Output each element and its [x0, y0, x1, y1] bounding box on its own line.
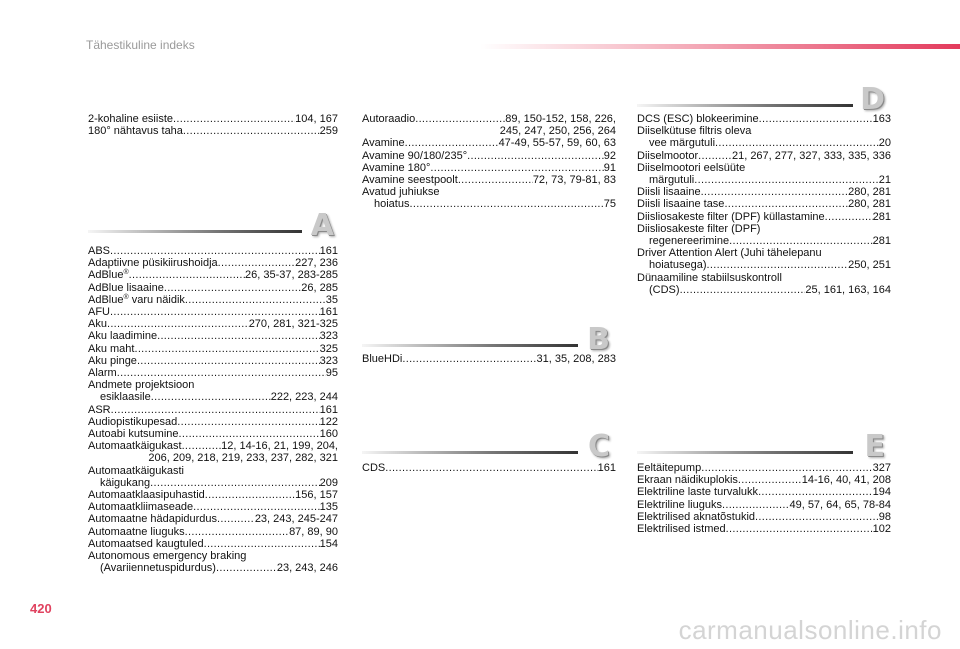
section-letter: A [310, 208, 334, 243]
index-entry [637, 211, 891, 223]
index-entry-pages: 160 [319, 428, 338, 441]
leader-dots [758, 486, 873, 498]
section-letter: C [587, 429, 610, 464]
index-entry-term: Andmete projektsioon [88, 379, 195, 392]
page-number: 420 [30, 601, 52, 616]
index-entry-term [88, 440, 182, 452]
index-entry-term-text: Avamine 180° [362, 161, 431, 174]
leader-dots [402, 353, 536, 365]
leader-dots [715, 137, 879, 149]
header-accent-bar [480, 44, 960, 49]
index-entry-pages: 21 [878, 174, 891, 187]
leader-dots [726, 523, 873, 535]
index-entry-term [637, 198, 724, 210]
leader-dots [204, 538, 320, 550]
index-entry-term-text: märgutuli [649, 174, 695, 187]
index-entry-term-text: Automaatne hädapidurdus [88, 513, 218, 526]
index-entry-term-text: ABS [88, 245, 111, 257]
index-entry-term [637, 523, 726, 535]
index-list-c [362, 462, 616, 474]
leader-dots [177, 416, 319, 428]
index-entry-term: Driver Attention Alert (Juhi tähelepanu [637, 247, 822, 260]
index-entry-continuation: 245, 247, 250, 256, 264 [499, 125, 616, 138]
index-entry [88, 125, 338, 137]
index-entry-term [88, 343, 134, 355]
leader-dots [701, 186, 849, 198]
index-entry-term-text: Elektriline laste turvalukk [637, 486, 759, 499]
index-entry-term [637, 462, 701, 474]
index-entry-term-text: Aku [88, 318, 107, 331]
index-entry-term-text: Elektrilised aknatõstukid [637, 510, 756, 523]
index-entry-term [88, 113, 173, 125]
index-entry [88, 269, 338, 281]
index-entry-term-text: AFU [88, 306, 110, 319]
leader-dots [680, 284, 806, 296]
index-entry-term [88, 501, 193, 513]
index-entry-term [637, 211, 825, 223]
index-entry-pages: 161 [597, 462, 616, 474]
index-entry-term-text: Avamine [362, 137, 405, 150]
index-entry [362, 353, 616, 365]
index-entry [88, 113, 338, 125]
leader-dots [701, 462, 872, 474]
index-entry-term [88, 245, 110, 257]
index-entry-pages: 163 [872, 113, 891, 125]
index-entry-term-text: Avamine 90/180/235° [362, 149, 468, 162]
index-entry [88, 513, 338, 525]
index-entry-pages: 154 [319, 537, 338, 550]
leader-dots [759, 113, 873, 125]
leader-dots [216, 562, 277, 574]
leader-dots [405, 137, 499, 149]
index-entry [88, 428, 338, 440]
index-entry-pages: 325 [319, 342, 338, 355]
index-entry [88, 391, 338, 403]
section-divider-line [637, 451, 853, 454]
leader-dots [729, 235, 873, 247]
index-entry-pages: 35 [325, 293, 338, 306]
index-entry [637, 150, 891, 162]
index-entry-term-text: Elektriline liuguks [637, 498, 722, 511]
index-entry-pages: 122 [319, 415, 338, 428]
index-entry-term-text: vee märgutuli [649, 137, 716, 150]
index-entry-term [100, 562, 216, 574]
index-entry [637, 284, 891, 296]
index-entry-term [649, 259, 707, 271]
leader-dots [707, 259, 849, 271]
index-entry-term: Diisliosakeste filter (DPF) [637, 222, 761, 235]
index-entry-pages: 194 [872, 486, 891, 499]
index-entry-term-text: DCS (ESC) blokeerimine [637, 113, 759, 125]
index-entry-pages: 98 [878, 510, 891, 523]
index-entry-term-text: Automaatkäigukast [88, 440, 182, 453]
index-entry-term [637, 486, 758, 498]
index-entry-term-text: Aku laadimine [88, 330, 158, 343]
leader-dots [137, 355, 320, 367]
index-entry-term [88, 282, 164, 294]
index-list-a-col2 [362, 113, 616, 211]
index-entry [362, 150, 616, 162]
leader-dots [722, 499, 789, 511]
index-entry-term-text: Elektrilised istmed [637, 523, 726, 536]
index-entry-term-text: Eeltäitepump [637, 462, 702, 474]
index-entry [88, 343, 338, 355]
index-entry-term [637, 474, 738, 486]
index-entry-term [637, 511, 755, 523]
index-entry [637, 511, 891, 523]
index-entry-pages: 25, 161, 163, 164 [805, 283, 891, 296]
index-entry [88, 306, 338, 318]
index-entry-term [88, 306, 110, 318]
registered-mark: ® [123, 293, 129, 301]
leader-dots [173, 113, 295, 125]
index-entry-pages: 156, 157 [295, 489, 338, 502]
index-entry-term-text: käigukang [100, 476, 151, 489]
index-entry-term [362, 113, 415, 125]
index-entry [88, 562, 338, 574]
index-entry [88, 416, 338, 428]
index-entry-pages: 270, 281, 321-325 [248, 318, 338, 331]
index-entry-term-text: Diisli lisaaine tase [637, 198, 725, 211]
index-entry-pages: 14-16, 40, 41, 208 [801, 474, 891, 487]
index-entry-pages: 23, 243, 245-247 [254, 513, 338, 526]
index-entry-term: Diiselkütuse filtris oleva [637, 125, 752, 138]
index-entry-pages: 280, 281 [848, 186, 891, 199]
index-entry-term [88, 416, 177, 428]
index-entry [88, 245, 338, 257]
index-entry-term [362, 137, 405, 149]
index-entry-pages: 222, 223, 244 [270, 391, 338, 404]
index-entry-pages: 72, 73, 79-81, 83 [532, 174, 616, 187]
index-entry-term: Autonomous emergency braking [88, 550, 247, 563]
index-entry-term [362, 174, 458, 186]
index-entry-term-text: AdBlue [88, 269, 124, 282]
index-entry-pages: 92 [603, 149, 616, 162]
section-divider-line [362, 344, 578, 347]
index-entry [362, 162, 616, 174]
leader-dots [185, 526, 289, 538]
index-entry [88, 404, 338, 416]
index-entry-term [362, 353, 402, 365]
index-entry-pages: 23, 243, 246 [276, 562, 338, 575]
index-entry-term-text: 2-kohaline esiiste [88, 113, 173, 125]
index-entry [88, 526, 338, 538]
index-entry-continuation: 206, 209, 218, 219, 233, 237, 282, 321 [148, 452, 338, 465]
index-entry-term [649, 137, 715, 149]
leader-dots [724, 198, 848, 210]
index-entry-term [100, 477, 150, 489]
index-entry-pages: 31, 35, 208, 283 [536, 353, 616, 365]
index-entry-term [88, 318, 107, 330]
index-entry [637, 523, 891, 535]
index-entry-term-text: ASR [88, 403, 111, 416]
index-entry-term [88, 367, 117, 379]
index-entry-term [374, 198, 409, 210]
index-list-e [637, 462, 891, 535]
section-divider-line [362, 451, 578, 454]
index-entry-pages: 323 [319, 354, 338, 367]
leader-dots [409, 198, 603, 210]
index-entry [88, 330, 338, 342]
index-list-d [637, 113, 891, 296]
index-list-a-col1 [88, 245, 338, 574]
leader-dots [217, 513, 255, 525]
index-entry-pages: 161 [319, 306, 338, 319]
index-entry-pages: 281 [872, 210, 891, 223]
index-entry-term-text: Autoraadio [362, 113, 416, 125]
index-entry-term [637, 113, 759, 125]
leader-dots [157, 330, 320, 342]
index-entry-pages: 104, 167 [295, 113, 338, 125]
index-entry [362, 113, 616, 125]
index-entry [637, 474, 891, 486]
index-entry [637, 174, 891, 186]
index-entry [88, 367, 338, 379]
index-entry-pages: 280, 281 [848, 198, 891, 211]
index-entry [362, 174, 616, 186]
leader-dots [755, 511, 879, 523]
section-letter: D [860, 82, 885, 117]
index-entry-pages: 89, 150-152, 158, 226, [505, 113, 616, 125]
index-entry-term-text: Automaatkliimaseade [88, 501, 194, 514]
index-entry-pages: 323 [319, 330, 338, 343]
index-entry-pages: 250, 251 [848, 259, 891, 272]
index-entry-term-text: Automaatne liuguks [88, 525, 185, 538]
index-entry-pages: 47-49, 55-57, 59, 60, 63 [498, 137, 616, 150]
index-entry-term: Diiselmootori eelsüüte [637, 161, 746, 174]
leader-dots [164, 282, 301, 294]
index-entry-pages: 259 [319, 125, 338, 138]
index-entry [88, 282, 338, 294]
index-entry-term-text: Avamine seestpoolt [362, 174, 458, 187]
index-entry-term [88, 489, 205, 501]
index-entry-pages: 327 [872, 462, 891, 474]
index-entry-pages: 102 [872, 523, 891, 536]
index-entry [88, 355, 338, 367]
index-entry-term-text: hoiatusega) [649, 259, 707, 272]
index-entry-pages: 91 [603, 161, 616, 174]
leader-dots [218, 257, 296, 269]
index-entry-pages: 49, 57, 64, 65, 78-84 [789, 498, 891, 511]
index-entry-pages: 75 [603, 198, 616, 211]
index-entry-pages: 161 [319, 245, 338, 257]
index-entry [88, 294, 338, 306]
index-entry-term-text: Automaatsed kaugtuled [88, 537, 204, 550]
index-entry-term-text: Aku pinge [88, 354, 137, 367]
index-entry-term [88, 513, 217, 525]
leader-dots [694, 174, 879, 186]
index-entry-term [362, 462, 385, 474]
index-entry-term-text: Alarm [88, 367, 117, 380]
index-entry-term-text: Diisli lisaaine [637, 186, 701, 199]
index-entry-term [88, 257, 218, 269]
index-entry-term-text: AdBlue [88, 293, 124, 306]
index-entry [88, 477, 338, 489]
index-entry-term-suffix: varu näidik [128, 293, 185, 306]
index-entry-term-text: Adaptiivne püsikiirushoidja [88, 257, 218, 270]
registered-mark: ® [123, 269, 129, 277]
index-entry [637, 462, 891, 474]
index-entry [88, 440, 338, 452]
index-entry [88, 489, 338, 501]
index-entry-term-text: CDS [362, 462, 386, 474]
index-entry-term [88, 404, 111, 416]
leader-dots [205, 489, 295, 501]
leader-dots [467, 150, 604, 162]
index-entry-pages: 26, 35-37, 283-285 [245, 269, 338, 282]
index-entry-pages: 20 [878, 137, 891, 150]
index-entry-term [362, 150, 467, 162]
leader-dots [179, 428, 320, 440]
leader-dots [110, 306, 320, 318]
index-entry-term-text: Autoabi kutsumine [88, 428, 179, 441]
index-entry-term: Avatud juhiukse [362, 186, 440, 199]
index-entry-term-text: Automaatklaasipuhastid [88, 489, 205, 502]
leader-dots [430, 162, 603, 174]
leader-dots [698, 150, 732, 162]
index-entry-term [88, 125, 183, 137]
index-entry-pages: 135 [319, 501, 338, 514]
leader-dots [415, 113, 505, 125]
index-entry-pages: 95 [325, 367, 338, 380]
index-entry-term-text: (Avariiennetuspidurdus) [100, 562, 216, 575]
index-entry-term-text: esiklaasile [100, 391, 151, 404]
index-entry-term-text: Audiopistikupesad [88, 415, 178, 428]
leader-dots [117, 367, 326, 379]
index-entry-term [637, 150, 698, 162]
index-entry-term [88, 538, 204, 550]
index-entry-term [88, 269, 129, 281]
index-entry-term [649, 174, 694, 186]
index-entry-pages: 87, 89, 90 [289, 525, 338, 538]
index-entry-term-text: Diisliosakeste filter (DPF) küllastamine [637, 210, 825, 223]
index-entry-term-text: AdBlue lisaaine [88, 281, 164, 294]
index-entry-pages: 281 [872, 235, 891, 248]
index-entry-term [88, 428, 179, 440]
index-entry-term [88, 355, 137, 367]
index-entry [362, 198, 616, 210]
index-entry-term-text: BlueHDi [362, 353, 403, 365]
leader-dots [134, 343, 319, 355]
index-entry [637, 235, 891, 247]
page-header-title: Tähestikuline indeks [86, 38, 195, 52]
index-entry-term-text: (CDS) [649, 283, 680, 296]
index-entry-pages: 161 [319, 403, 338, 416]
index-entry-term: Automaatkäigukasti [88, 464, 184, 477]
leader-dots [150, 477, 319, 489]
index-entry-term-text: regenereerimine [649, 235, 730, 248]
section-divider-line [88, 230, 302, 233]
index-entry-term: Dünaamiline stabiilsuskontroll [637, 271, 782, 284]
leader-dots [182, 440, 222, 452]
leader-dots [110, 245, 320, 257]
index-entry-term [88, 294, 185, 306]
index-entry [637, 113, 891, 125]
index-entry-pages: 21, 267, 277, 327, 333, 335, 336 [731, 149, 891, 162]
index-entry [88, 318, 338, 330]
leader-dots [458, 174, 533, 186]
index-list-b [362, 353, 616, 365]
index-entry-term [637, 186, 701, 198]
leader-dots [129, 269, 245, 281]
index-entry [88, 538, 338, 550]
index-entry-pages: 26, 285 [301, 281, 338, 294]
index-list-numeric [88, 113, 338, 137]
leader-dots [185, 294, 326, 306]
index-entry-pages: 227, 236 [295, 257, 338, 270]
index-entry-term [649, 284, 680, 296]
index-entry [637, 259, 891, 271]
leader-dots [385, 462, 597, 474]
index-entry-pages: 12, 14-16, 21, 199, 204, [221, 440, 338, 453]
index-entry [637, 198, 891, 210]
index-entry-term [649, 235, 729, 247]
section-divider-line [637, 104, 853, 107]
index-entry-term [100, 391, 151, 403]
index-entry-term-text: Ekraan näidikuplokis [637, 474, 738, 487]
leader-dots [738, 474, 802, 486]
index-entry [637, 186, 891, 198]
index-entry [88, 257, 338, 269]
index-entry [637, 486, 891, 498]
leader-dots [825, 211, 873, 223]
index-entry-term [637, 499, 722, 511]
index-entry-term-text: Aku maht [88, 342, 135, 355]
leader-dots [183, 125, 320, 137]
index-entry-pages: 209 [319, 476, 338, 489]
index-entry [88, 501, 338, 513]
leader-dots [151, 391, 271, 403]
index-entry [362, 462, 616, 474]
index-entry-term-text: 180° nähtavus taha [88, 125, 183, 138]
section-letter: E [864, 429, 885, 464]
leader-dots [193, 501, 319, 513]
section-heading-a [88, 208, 340, 248]
leader-dots [107, 318, 249, 330]
leader-dots [111, 404, 320, 416]
section-letter: B [587, 322, 610, 357]
watermark-text: carmanualsonline.info [678, 615, 942, 645]
index-entry-term-text: Diiselmootor [637, 149, 699, 162]
index-entry [362, 137, 616, 149]
index-entry-term [88, 330, 157, 342]
index-entry-term [362, 162, 430, 174]
index-entry-term-text: hoiatus [374, 198, 410, 211]
index-entry [637, 499, 891, 511]
index-entry [637, 137, 891, 149]
index-entry-term [88, 526, 185, 538]
